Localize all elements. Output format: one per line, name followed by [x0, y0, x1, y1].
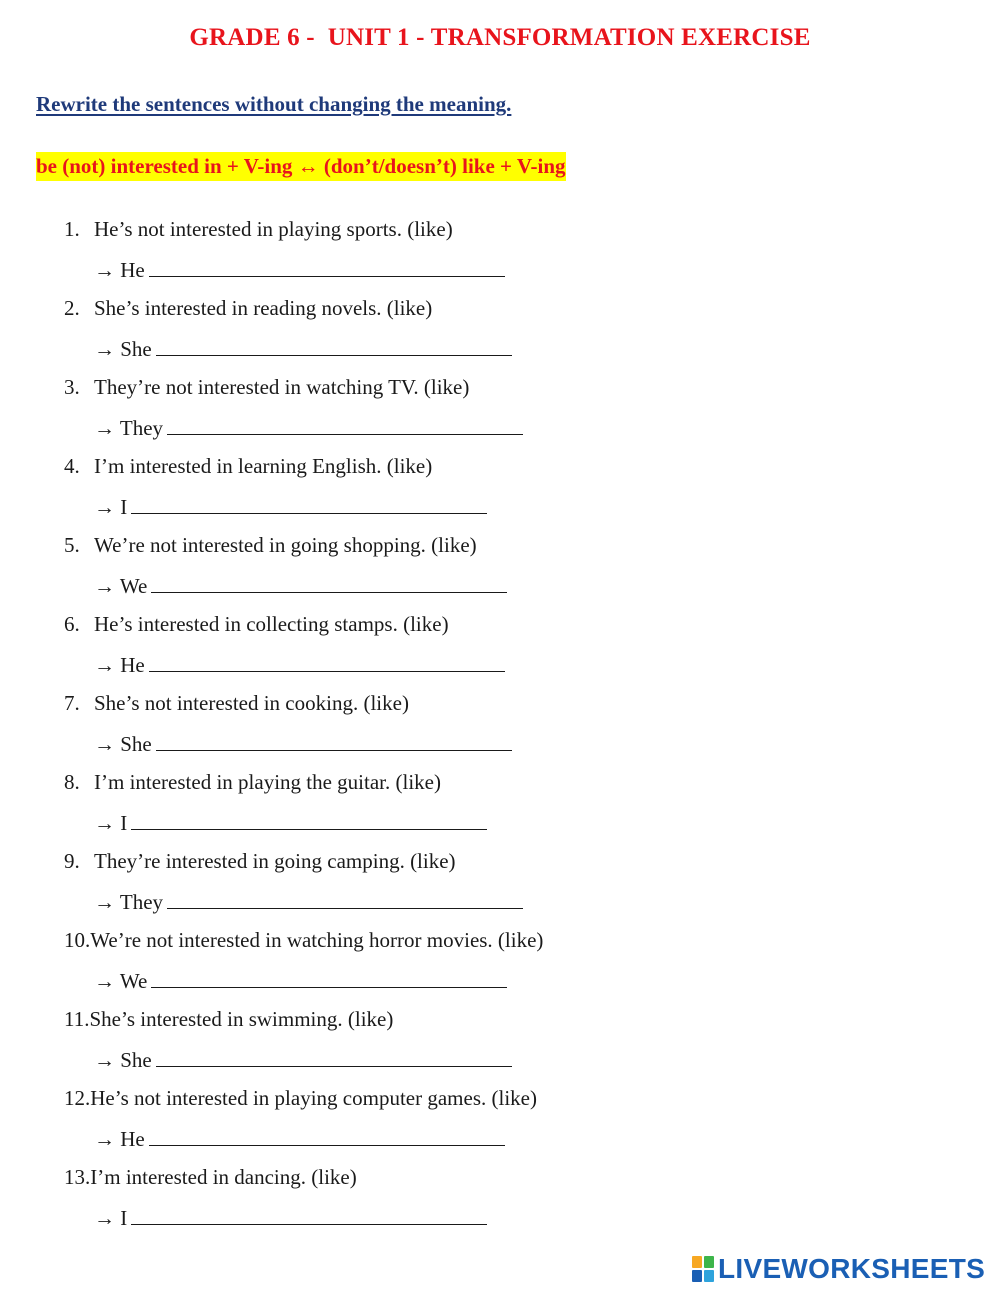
answer-line — [94, 807, 487, 838]
exercise-item — [0, 846, 1000, 925]
exercise-item — [0, 767, 1000, 846]
question-text: I’m interested in learning English. (like) — [94, 454, 433, 478]
exercise-question — [64, 925, 543, 955]
exercise-question — [64, 214, 453, 244]
answer-line — [94, 412, 523, 443]
answer-line — [94, 254, 505, 285]
answer-line — [94, 491, 487, 522]
exercise-question — [64, 846, 456, 876]
arrow-icon: → — [94, 1206, 115, 1230]
page-title: GRADE 6 - UNIT 1 - TRANSFORMATION EXERCISE — [189, 24, 811, 51]
arrow-icon: → — [94, 495, 115, 519]
answer-subject: I — [120, 811, 128, 835]
logo-square — [692, 1256, 702, 1268]
logo-mark-icon — [692, 1256, 714, 1282]
exercise-item — [0, 688, 1000, 767]
exercise-question — [64, 530, 477, 560]
logo-square — [704, 1256, 714, 1268]
arrow-icon: → — [94, 258, 115, 282]
arrow-icon: → — [94, 653, 115, 677]
answer-blank[interactable] — [131, 807, 487, 830]
answer-subject: They — [119, 416, 164, 440]
exercise-item — [0, 372, 1000, 451]
exercise-item — [0, 530, 1000, 609]
answer-line — [94, 1202, 487, 1233]
arrow-icon: → — [94, 1127, 115, 1151]
arrow-icon: → — [94, 574, 115, 598]
answer-blank[interactable] — [156, 728, 512, 751]
question-text: He’s not interested in playing computer games. (like) — [90, 1086, 537, 1110]
answer-subject: She — [120, 732, 152, 756]
exercise-item — [0, 214, 1000, 293]
arrow-icon: → — [94, 1048, 115, 1072]
answer-blank[interactable] — [131, 491, 487, 514]
answer-subject: They — [119, 890, 164, 914]
question-text: We’re not interested in watching horror movies. (like) — [90, 928, 544, 952]
question-number: 13. — [64, 1165, 91, 1189]
answer-blank[interactable] — [131, 1202, 487, 1225]
exercise-question — [64, 1162, 357, 1192]
question-number: 3. — [64, 375, 80, 399]
answer-blank[interactable] — [156, 1044, 512, 1067]
question-number: 8. — [64, 770, 80, 794]
logo-text: LIVEWORKSHEETS — [718, 1253, 986, 1284]
question-number: 4. — [64, 454, 80, 478]
exercise-item — [0, 1162, 1000, 1241]
exercise-item — [0, 1004, 1000, 1083]
arrow-icon: → — [94, 811, 115, 835]
exercise-item — [0, 609, 1000, 688]
answer-subject: We — [119, 969, 148, 993]
answer-blank[interactable] — [151, 570, 507, 593]
grammar-rule: be (not) interested in + V-ing ↔ (don’t/doesn’t) like + V-ing — [36, 152, 566, 181]
question-number: 9. — [64, 849, 80, 873]
answer-blank[interactable] — [149, 1123, 505, 1146]
question-text: She’s interested in reading novels. (like) — [94, 296, 433, 320]
arrow-icon: → — [94, 732, 115, 756]
answer-subject: He — [120, 1127, 145, 1151]
answer-line — [94, 886, 523, 917]
question-number: 7. — [64, 691, 80, 715]
arrow-icon: → — [94, 416, 115, 440]
answer-subject: We — [119, 574, 148, 598]
logo-square — [704, 1270, 714, 1282]
question-number: 6. — [64, 612, 80, 636]
question-number: 2. — [64, 296, 80, 320]
liveworksheets-logo — [692, 1254, 985, 1284]
exercise-item — [0, 451, 1000, 530]
exercise-question — [64, 372, 469, 402]
question-text: She’s interested in swimming. (like) — [89, 1007, 394, 1031]
question-text: We’re not interested in going shopping. (like) — [94, 533, 477, 557]
exercise-question — [64, 767, 441, 797]
question-number: 12. — [64, 1086, 91, 1110]
answer-blank[interactable] — [151, 965, 507, 988]
answer-line — [94, 728, 512, 759]
answer-subject: He — [120, 258, 145, 282]
answer-subject: She — [120, 337, 152, 361]
answer-line — [94, 965, 507, 996]
arrow-icon: → — [94, 337, 115, 361]
exercise-question — [64, 293, 432, 323]
answer-line — [94, 1044, 512, 1075]
answer-subject: He — [120, 653, 145, 677]
question-text: He’s not interested in playing sports. (like) — [94, 217, 453, 241]
exercise-question — [64, 609, 449, 639]
answer-line — [94, 1123, 505, 1154]
logo-square — [692, 1270, 702, 1282]
question-text: He’s interested in collecting stamps. (like) — [94, 612, 449, 636]
question-number: 5. — [64, 533, 80, 557]
question-text: I’m interested in playing the guitar. (like) — [94, 770, 441, 794]
exercise-item — [0, 1083, 1000, 1162]
exercise-list — [0, 214, 1000, 1241]
arrow-icon: → — [94, 890, 115, 914]
answer-blank[interactable] — [167, 886, 523, 909]
question-text: They’re not interested in watching TV. (like) — [94, 375, 470, 399]
question-number: 11. — [64, 1007, 90, 1031]
instruction-text: Rewrite the sentences without changing the meaning. — [36, 92, 512, 116]
question-number: 10. — [64, 928, 91, 952]
exercise-question — [64, 1083, 537, 1113]
answer-subject: I — [120, 1206, 128, 1230]
answer-line — [94, 570, 507, 601]
exercise-question — [64, 451, 432, 481]
answer-blank[interactable] — [149, 254, 505, 277]
exercise-question — [64, 688, 409, 718]
question-number: 1. — [64, 217, 80, 241]
question-text: They’re interested in going camping. (like) — [94, 849, 456, 873]
arrow-icon: → — [94, 969, 115, 993]
exercise-item — [0, 925, 1000, 1004]
answer-blank[interactable] — [149, 649, 505, 672]
question-text: I’m interested in dancing. (like) — [90, 1165, 357, 1189]
exercise-question — [64, 1004, 393, 1034]
answer-blank[interactable] — [156, 333, 512, 356]
answer-line — [94, 333, 512, 364]
exercise-item — [0, 293, 1000, 372]
answer-subject: I — [120, 495, 128, 519]
question-text: She’s not interested in cooking. (like) — [94, 691, 409, 715]
answer-line — [94, 649, 505, 680]
answer-subject: She — [120, 1048, 152, 1072]
answer-blank[interactable] — [167, 412, 523, 435]
